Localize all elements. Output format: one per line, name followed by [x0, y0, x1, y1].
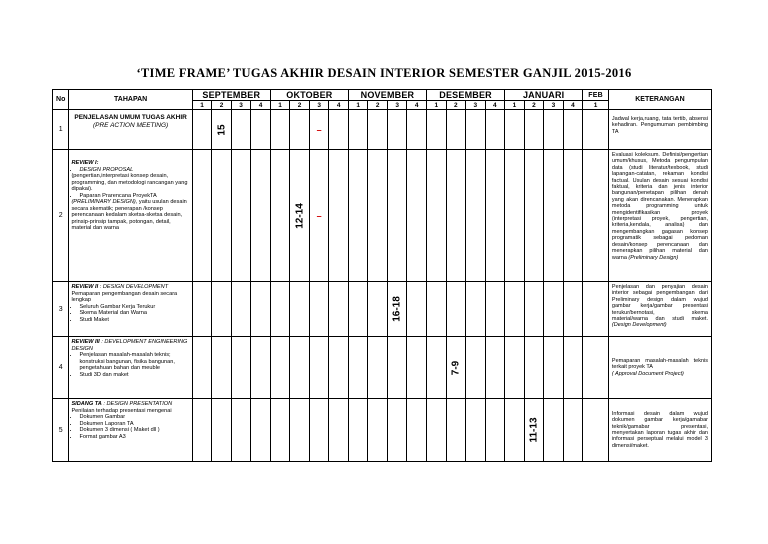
- tahapan-cell: REVIEW II : DESIGN DEVELOPMENT Pemaparan pengembangan desain secara lengkap • Seluruh Gambar Kerja Terukur • Skema Material dan Warna • Studi Maket: [69, 282, 192, 337]
- table-row: [53, 399, 712, 462]
- schedule-mark: 7-9: [446, 337, 466, 399]
- tahapan-cell: REVIEW I: • DESIGN PROPOSAL (pengertian,interpretasi konsep desain, programming, dan metodologi rancangan yang dipakai). • Paparan Prarencana ProyekTA (PRELIMINARY DESIGN), yaitu usulan desain secara skematik; penerapan /konsep perencanaan kedalam sketsa-sketsa desain, prinsip-prinsip tampak, potongan, detail, material dan warna: [69, 150, 192, 282]
- schedule-mark: 12-14: [290, 150, 310, 282]
- keterangan-cell: Jadwal kerja,ruang, tata tertib, absensi kehadiran. Pengumuman pembimbing TA: [608, 110, 711, 150]
- week-cell: 1: [505, 101, 525, 110]
- week-cell: 4: [485, 101, 505, 110]
- week-cell: 4: [563, 101, 583, 110]
- week-cell: 2: [212, 101, 232, 110]
- week-cell: 1: [583, 101, 609, 110]
- tahapan-cell: SIDANG TA : DESIGN PRESENTATION Penilaian terhadap presentasi mengenai • Dokumen Gambar • Dokumen Laporan TA • Dokumen 3 dimensi ( Maket dll ) • Format gambar A3: [69, 399, 192, 462]
- week-cell: 2: [368, 101, 388, 110]
- week-cell: 1: [270, 101, 290, 110]
- week-cell: 2: [524, 101, 544, 110]
- header-month-feb: FEB: [583, 90, 609, 101]
- schedule-dash: –: [309, 150, 329, 282]
- row-number: 3: [53, 282, 69, 337]
- header-no: No: [53, 90, 69, 110]
- week-cell: 1: [348, 101, 368, 110]
- row-number: 5: [53, 399, 69, 462]
- keterangan-cell: Pemaparan masalah-masalah teknis terkait proyek TA ( Approval Document Project): [608, 337, 711, 399]
- week-cell: 3: [466, 101, 486, 110]
- header-month-oktober: OKTOBER: [270, 90, 348, 101]
- tahapan-cell: REVIEW III : DEVELOPMENT ENGINEERING DESIGN • Penjelasan masalah-masalah teknis; konstruksi bangunan, fisika bangunan, pengetahuan bahan dan meuble • Studi 3D dan maket: [69, 337, 192, 399]
- week-cell: 4: [251, 101, 271, 110]
- page-title: ‘TIME FRAME’ TUGAS AKHIR DESAIN INTERIOR SEMESTER GANJIL 2015-2016: [136, 66, 632, 80]
- schedule-mark: 11-13: [524, 399, 544, 462]
- row-number: 2: [53, 150, 69, 282]
- header-tahapan: TAHAPAN: [69, 90, 192, 110]
- header-keterangan: KETERANGAN: [608, 90, 711, 110]
- week-cell: 2: [290, 101, 310, 110]
- week-cell: 1: [427, 101, 447, 110]
- row-number: 4: [53, 337, 69, 399]
- header-month-januari: JANUARI: [505, 90, 583, 101]
- table-row: [53, 337, 712, 399]
- header-month-desember: DESEMBER: [427, 90, 505, 101]
- schedule-mark: 15: [212, 110, 232, 150]
- keterangan-cell: Evaluasi koleksum. Definisi/pengertian umum/khusus, Metoda pengumpulan data (studi literatur/texbook, studi lapangan-catatan, rekaman kondisi factual. Usulan desain sesuai kondisi faktual, kriteria dan jenis interior bangunan/penetapan pilihan denah yang akan direncanakan. Menerapkan metoda programming untuk mengidentifikasikan proyek (interpretasi proyek, pengertian, kriteria,kendala, analisa) dan mengembangkan gagasan konsep programatik sebagai pedoman desain/konsep perencanaan dan menerapkan pilihan material dan warna (Preliminary Design): [608, 150, 711, 282]
- table-row: [53, 110, 712, 150]
- week-cell: 1: [192, 101, 212, 110]
- week-cell: 4: [407, 101, 427, 110]
- header-month-november: NOVEMBER: [348, 90, 426, 101]
- table-row: [53, 282, 712, 337]
- schedule-mark: 16-18: [387, 282, 407, 337]
- keterangan-cell: Informasi desain dalam wujud dokumen gambar kerja/gamabar teknik/gamabar presentasi, menyertakan laporan tugas akhir dan informasi perseptual melalui model 3 dimensi/maket.: [608, 399, 711, 462]
- week-cell: 2: [446, 101, 466, 110]
- week-cell: 3: [231, 101, 251, 110]
- schedule-dash: –: [309, 110, 329, 150]
- header-month-september: SEPTEMBER: [192, 90, 270, 101]
- week-cell: 3: [309, 101, 329, 110]
- tahapan-cell: PENJELASAN UMUM TUGAS AKHIR (PRE ACTION MEETING): [69, 110, 192, 150]
- keterangan-cell: Penjelasan dan penyajian desain interior sebagai pengembangan dari Preliminary design dalam wujud gambar kerja/gambar presentasi terukur/bernotasi, skema material/warna dan studi maket. (Design Development): [608, 282, 711, 337]
- row-number: 1: [53, 110, 69, 150]
- time-frame-table: [52, 89, 712, 462]
- week-cell: 4: [329, 101, 349, 110]
- week-cell: 3: [387, 101, 407, 110]
- week-cell: 3: [544, 101, 564, 110]
- table-row: [53, 150, 712, 282]
